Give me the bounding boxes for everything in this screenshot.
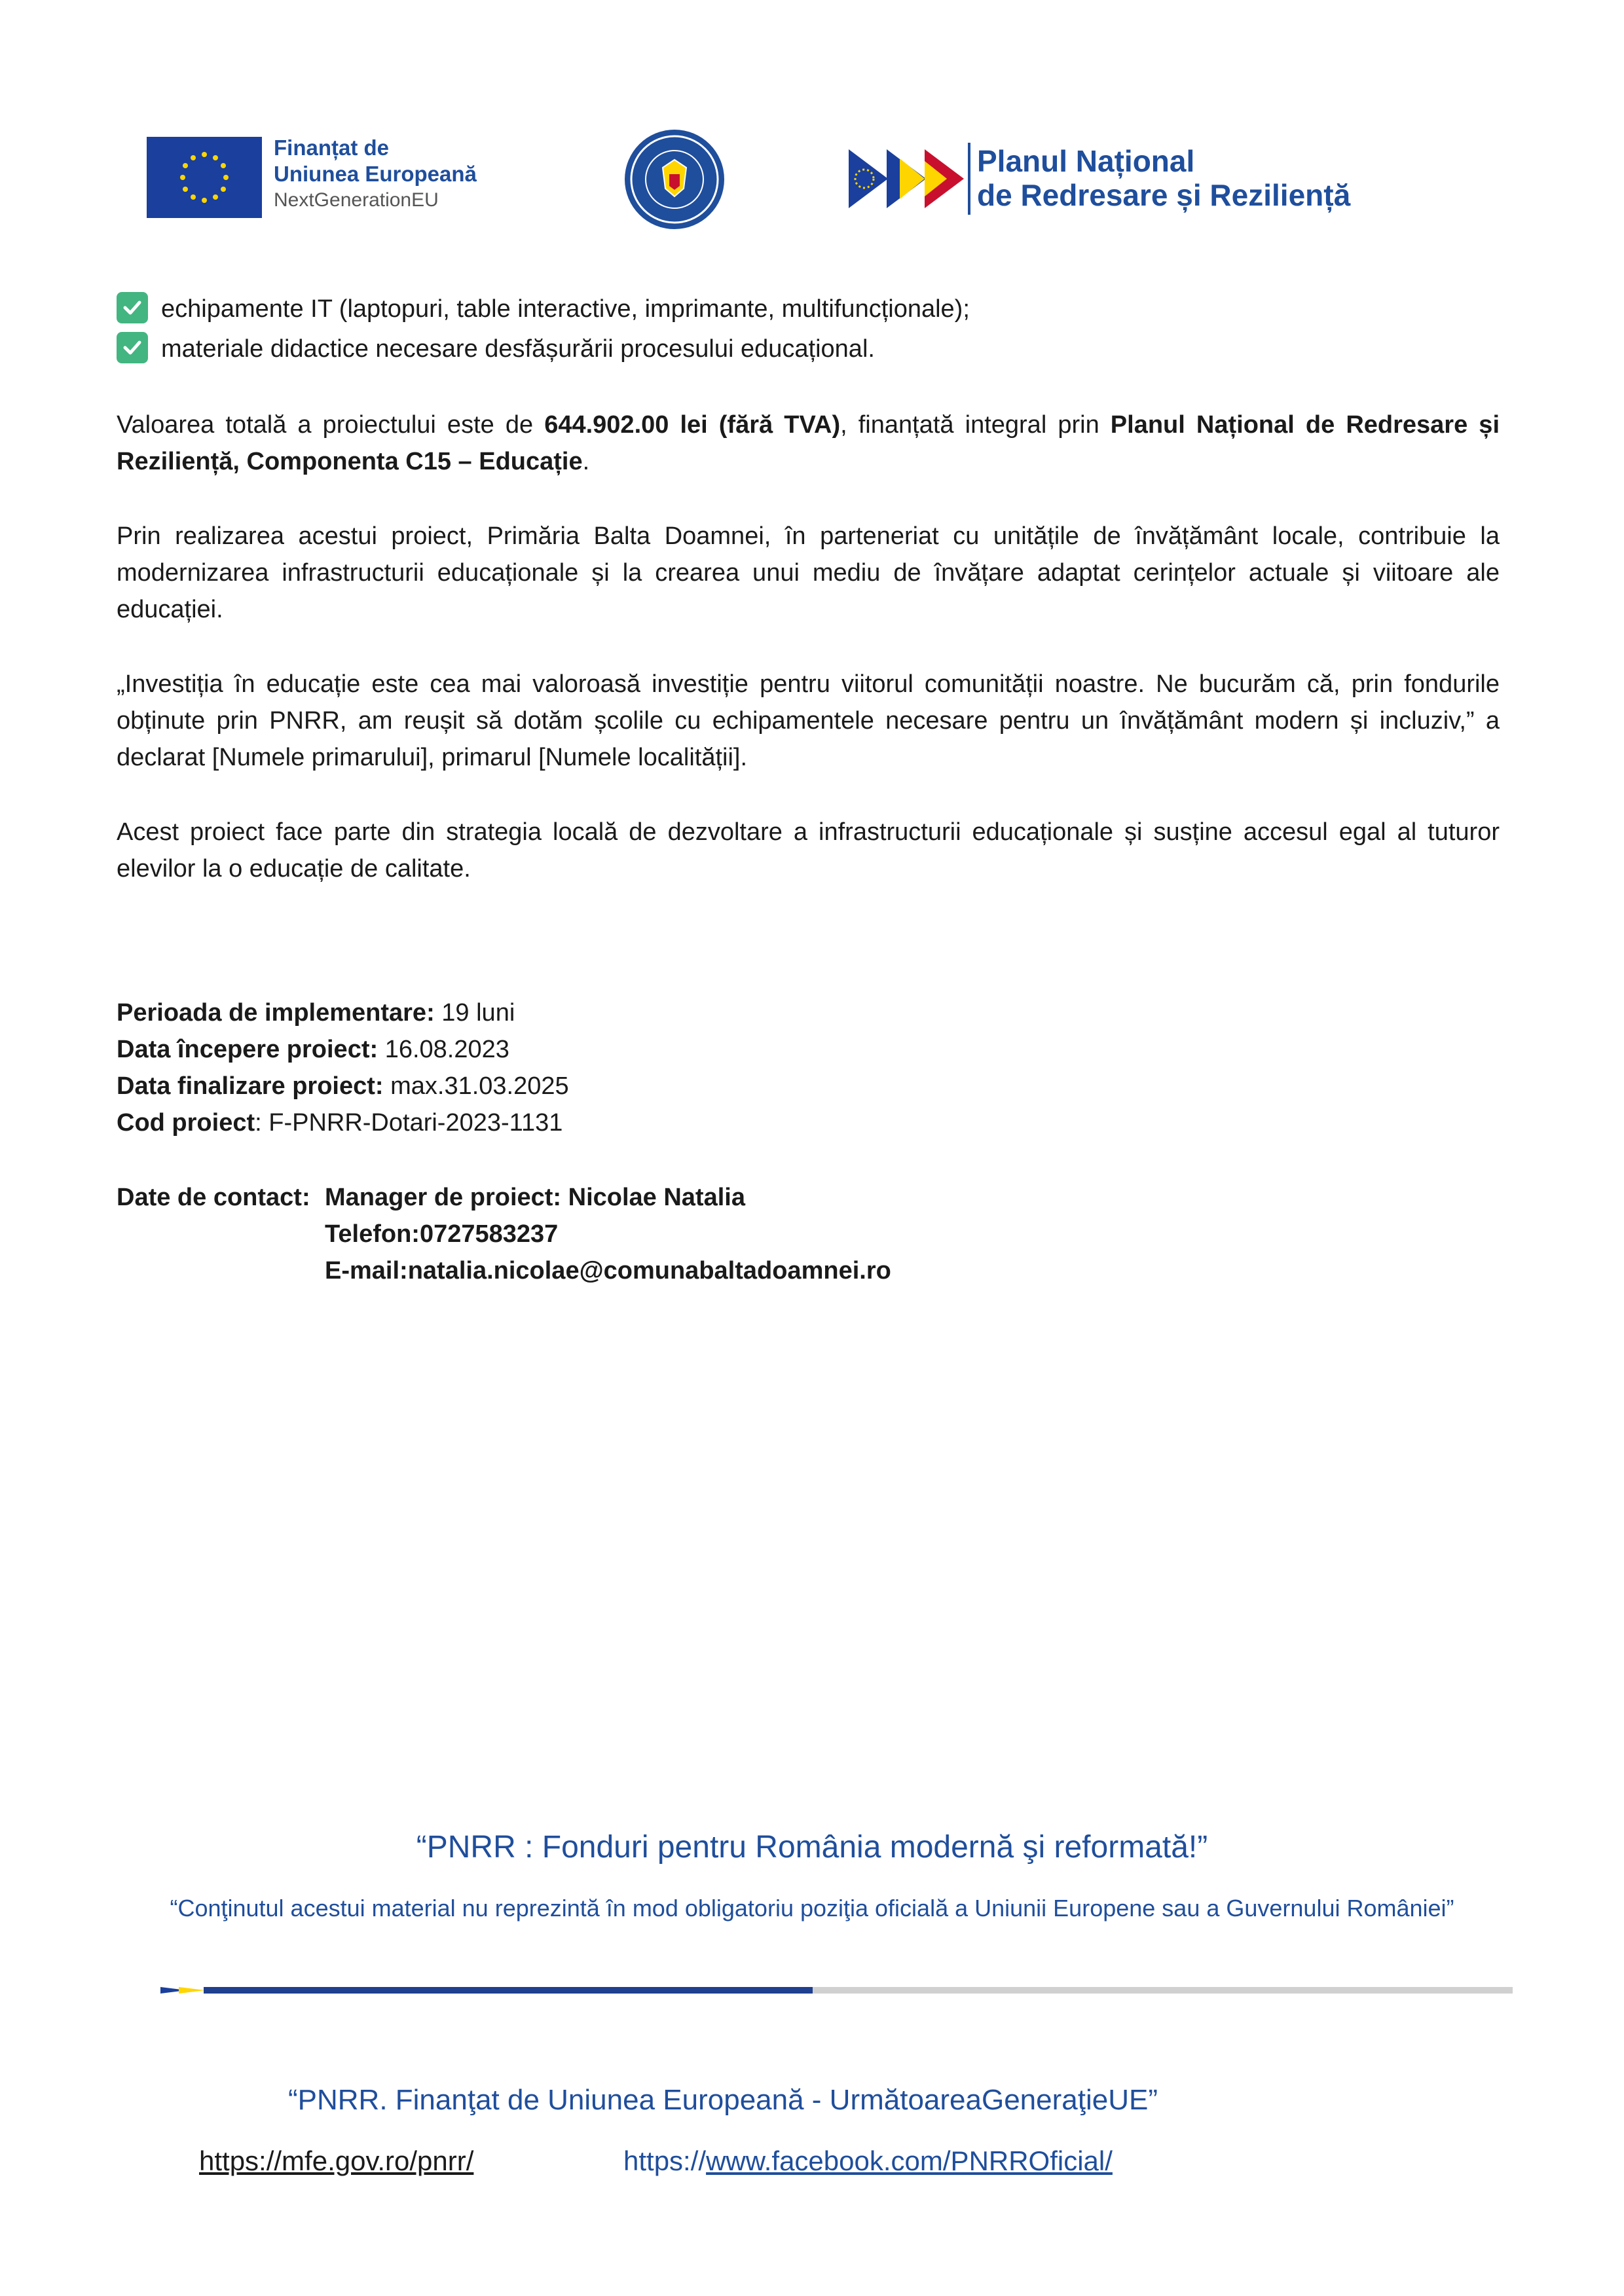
project-details: [117, 994, 569, 1141]
footer-slogan: “PNRR : Fonduri pentru România modernă şi reformată!”: [416, 1830, 1208, 1865]
list-item: [117, 291, 970, 327]
value-text-pre: Valoarea totală a proiectului este de: [117, 411, 545, 439]
government-seal-icon: [623, 128, 726, 230]
detail-value: max.31.03.2025: [383, 1072, 569, 1100]
list-item-text: echipamente IT (laptopuri, table interactive, imprimante, multifuncționale);: [161, 295, 970, 323]
link-facebook-pnrr[interactable]: [623, 2145, 1113, 2177]
checkmark-icon: [117, 332, 148, 363]
detail-row: [117, 994, 569, 1031]
eu-logo-line2: Uniunea Europeană: [274, 162, 477, 186]
pnrr-logo-text: [977, 144, 1350, 212]
pnrr-logo-divider: [968, 143, 970, 215]
link-mfe-pnrr[interactable]: https://mfe.gov.ro/pnrr/: [199, 2145, 474, 2176]
contact-phone[interactable]: Telefon:0727583237: [325, 1220, 559, 1248]
eu-logo-text: [274, 135, 477, 213]
project-value-amount: 644.902.00 lei (fără TVA): [544, 411, 841, 439]
detail-label: Data începere proiect:: [117, 1036, 378, 1063]
detail-row: [117, 1068, 569, 1104]
value-text-post: .: [582, 448, 590, 475]
eu-flag-logo: [147, 137, 262, 218]
footer-divider-bar: [160, 1984, 1513, 1996]
link-facebook-url[interactable]: www.facebook.com/PNRROficial/: [706, 2145, 1113, 2176]
paragraph-partnership: Prin realizarea acestui proiect, Primăria Balta Doamnei, în parteneriat cu unitățile de învățământ locale, contribuie la modernizarea infrastructurii educaționale și la crearea unui mediu de învățare adaptat cerințelor actuale și viitoare ale educației.: [117, 522, 1500, 623]
detail-row: [117, 1031, 569, 1068]
eu-logo-line3: NextGenerationEU: [274, 189, 439, 211]
contact-manager: Manager de proiect: Nicolae Natalia: [325, 1184, 745, 1211]
paragraph-quote: „Investiția în educație este cea mai valoroasă investiție pentru viitorul comunității noastre. Ne bucurăm că, prin fondurile obținute prin PNRR, am reușit să dotăm școlile cu echipamentele necesare pentru un învățământ modern și incluziv,” a declarat [Numele primarului], primarul [Numele localității].: [117, 670, 1500, 771]
pnrr-logo-line1: Planul Național: [977, 144, 1195, 178]
list-item: [117, 331, 875, 367]
checkmark-icon: [117, 292, 148, 323]
detail-label: Perioada de implementare:: [117, 999, 435, 1027]
paragraph-strategy: Acest proiect face parte din strategia locală de dezvoltare a infrastructurii educaționale și susține accesul egal al tuturor elevilor la o educație de calitate.: [117, 818, 1500, 883]
value-text-mid: , finanțată integral prin: [840, 411, 1111, 439]
eu-stars-icon: [147, 137, 262, 218]
detail-label: Cod proiect: [117, 1109, 255, 1137]
pnrr-arrows-icon: [849, 143, 967, 215]
detail-value: 19 luni: [434, 999, 515, 1027]
footer-funding-text: “PNRR. Finanţat de Uniunea Europeană - UrmătoareaGeneraţieUE”: [288, 2084, 1158, 2116]
pnrr-arrows-logo: [849, 143, 967, 215]
detail-row: [117, 1104, 569, 1141]
project-value-paragraph: [117, 407, 1500, 480]
detail-value: 16.08.2023: [378, 1036, 509, 1063]
detail-label: Data finalizare proiect:: [117, 1072, 384, 1100]
pnrr-logo-line2: de Redresare și Reziliență: [977, 178, 1351, 212]
contact-label: Date de contact:: [117, 1184, 310, 1211]
eu-logo-line1: Finanțat de: [274, 136, 390, 160]
link-facebook-prefix[interactable]: https://: [623, 2145, 707, 2176]
detail-value: : F-PNRR-Dotari-2023-1131: [255, 1109, 563, 1137]
footer-disclaimer: “Conţinutul acestui material nu reprezintă în mod obligatoriu poziţia oficială a Uniunii Europene sau a Guvernului României”: [170, 1895, 1454, 1922]
footer-divider-graphic: [160, 1984, 1513, 1996]
funding-program: Planul Național de Redresare și Reziliență, Componenta C15 – Educație: [117, 411, 1500, 475]
government-seal-logo: [623, 128, 726, 230]
contact-email[interactable]: E-mail:natalia.nicolae@comunabaltadoamnei.ro: [325, 1257, 891, 1285]
list-item-text: materiale didactice necesare desfășurării procesului educațional.: [161, 335, 875, 363]
